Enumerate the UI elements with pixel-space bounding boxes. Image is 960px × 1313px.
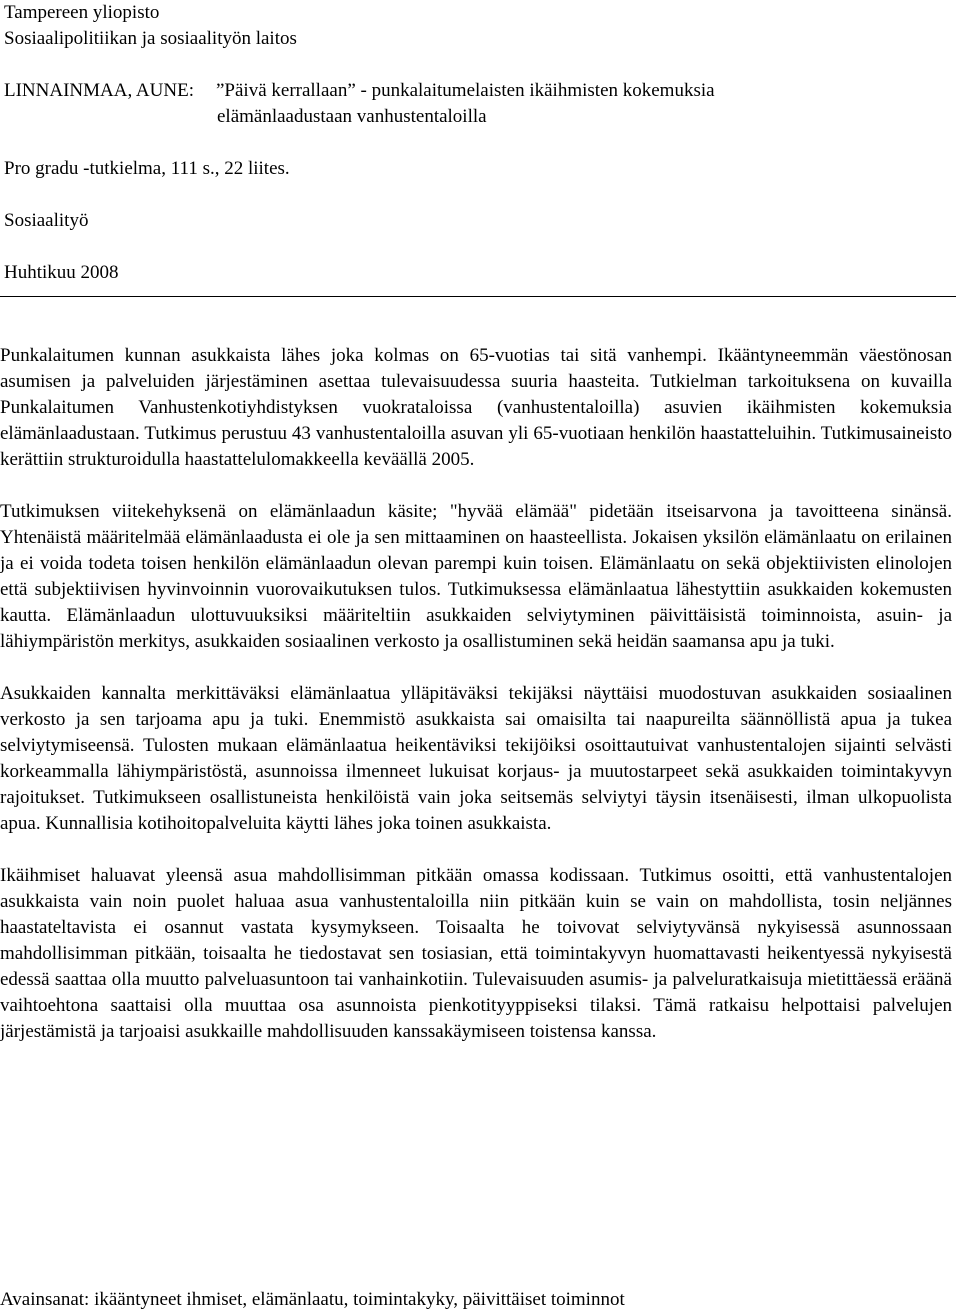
thesis-title-line-1: ”Päivä kerrallaan” - punkalaitumelaisten ikäihmisten kokemuksia xyxy=(215,80,715,101)
document-page xyxy=(4,0,956,286)
date: Huhtikuu 2008 xyxy=(4,262,119,283)
thesis-title xyxy=(216,78,715,130)
department-name: Sosiaalipolitiikan ja sosiaalityön laitos xyxy=(4,28,297,49)
abstract-body xyxy=(0,343,952,1071)
university-name: Tampereen yliopisto xyxy=(4,2,160,23)
author-title-block xyxy=(4,78,956,130)
abstract-paragraph-2: Tutkimuksen viitekehyksenä on elämänlaadun käsite; "hyvää elämää" pidetään itseisarvona ja tavoitteena sinänsä. Yhtenäistä määritelmää elämänlaadusta ei ole ja sen mittaaminen on haasteellista. Jokaisen yksilön elämänlaatu on erilainen ja ei voida todeta toisen henkilön elämänlaadun olevan parempi kuin toisen. Elämänlaatu on sekä objektiivisten elinolojen että subjektiivisen hyvinvoinnin vuorovaikutuksen tulos. Tutkimuksessa elämänlaatua lähestyttiin asukkaiden kokemusten kautta. Elämänlaadun ulottuvuuksiksi määriteltiin asukkaiden selviytyminen päivittäisistä toiminnoista, asuin- ja lähiympäristön merkitys, asukkaiden sosiaalinen verkosto ja osallistuminen sekä heidän saamansa apu ja tuki. xyxy=(0,501,952,652)
subject: Sosiaalityö xyxy=(4,210,89,231)
horizontal-divider xyxy=(0,296,956,297)
abstract-paragraph-4: Ikäihmiset haluavat yleensä asua mahdollisimman pitkään omassa kodissaan. Tutkimus osoitti, että vanhustentalojen asukkaista vain noin puolet haluaa asua vanhustentaloilla niin pitkään kuin se vain on mahdollista, tosin neljännes haastateltavista ei osannut vastata kysymykseen. Toisaalta he toivovat selviytyvänsä nykyisessä asunnossaan mahdollisimman pitkään, toisaalta he tiedostavat sen tosiasian, että toimintakyvyn huomattavasti heikentyessä nykyisestä edessä saattaa olla muutto palveluasuntoon tai vanhainkotiin. Tulevaisuuden asumis- ja palveluratkaisuja mietittäessä eräänä vaihtoehtona saattaisi olla muuttaa osa asunnoista pienkotityyppiseksi tilaksi. Tämä ratkaisu helpottaisi palvelujen järjestämistä ja tarjoaisi asukkaille mahdollisuuden kanssakäymiseen toistensa kanssa. xyxy=(0,865,952,1042)
author-name: LINNAINMAA, AUNE: xyxy=(4,80,194,101)
thesis-info: Pro gradu -tutkielma, 111 s., 22 liites. xyxy=(4,158,290,179)
thesis-title-line-2: elämänlaadustaan vanhustentaloilla xyxy=(216,106,487,127)
abstract-paragraph-3: Asukkaiden kannalta merkittäväksi elämänlaatua ylläpitäväksi tekijäksi näyttäisi muodostuvan asukkaiden sosiaalinen verkosto ja sen tarjoama apu ja tuki. Enemmistö asukkaista sai omaisilta tai naapureilta säännöllistä apua ja tukea selviytymiseensä. Tulosten mukaan elämänlaatua heikentäviksi tekijöiksi osoittautuivat vanhustentalojen sijainti selvästi korkeammalla lähiympäristöstä, asunnoissa ilmenneet lukuisat korjaus- ja muutostarpeet sekä asukkaiden toimintakyvyn rajoitukset. Tutkimukseen osallistuneista henkilöistä vain joka seitsemäs selviytyi täysin itsenäisesti, ilman ulkopuolista apua. Kunnallisia kotihoitopalveluita käytti lähes joka toinen asukkaista. xyxy=(0,683,952,834)
abstract-paragraph-1: Punkalaitumen kunnan asukkaista lähes joka kolmas on 65-vuotias tai sitä vanhempi. Ikääntyneemmän väestönosan asumisen ja palveluiden järjestäminen asettaa tulevaisuudessa suuria haasteita. Tutkielman tarkoituksena on kuvailla Punkalaitumen Vanhustenkotiyhdistyksen vuokrataloissa (vanhustentaloilla) asuvien ikäihmisten kokemuksia elämänlaadustaan. Tutkimus perustuu 43 vanhustentaloilla asuvan yli 65-vuotiaan henkilön haastatteluihin. Tutkimusaineisto kerättiin strukturoidulla haastattelulomakkeella keväällä 2005. xyxy=(0,345,952,470)
keywords: Avainsanat: ikääntyneet ihmiset, elämänlaatu, toimintakyky, päivittäiset toiminnot xyxy=(0,1289,625,1310)
